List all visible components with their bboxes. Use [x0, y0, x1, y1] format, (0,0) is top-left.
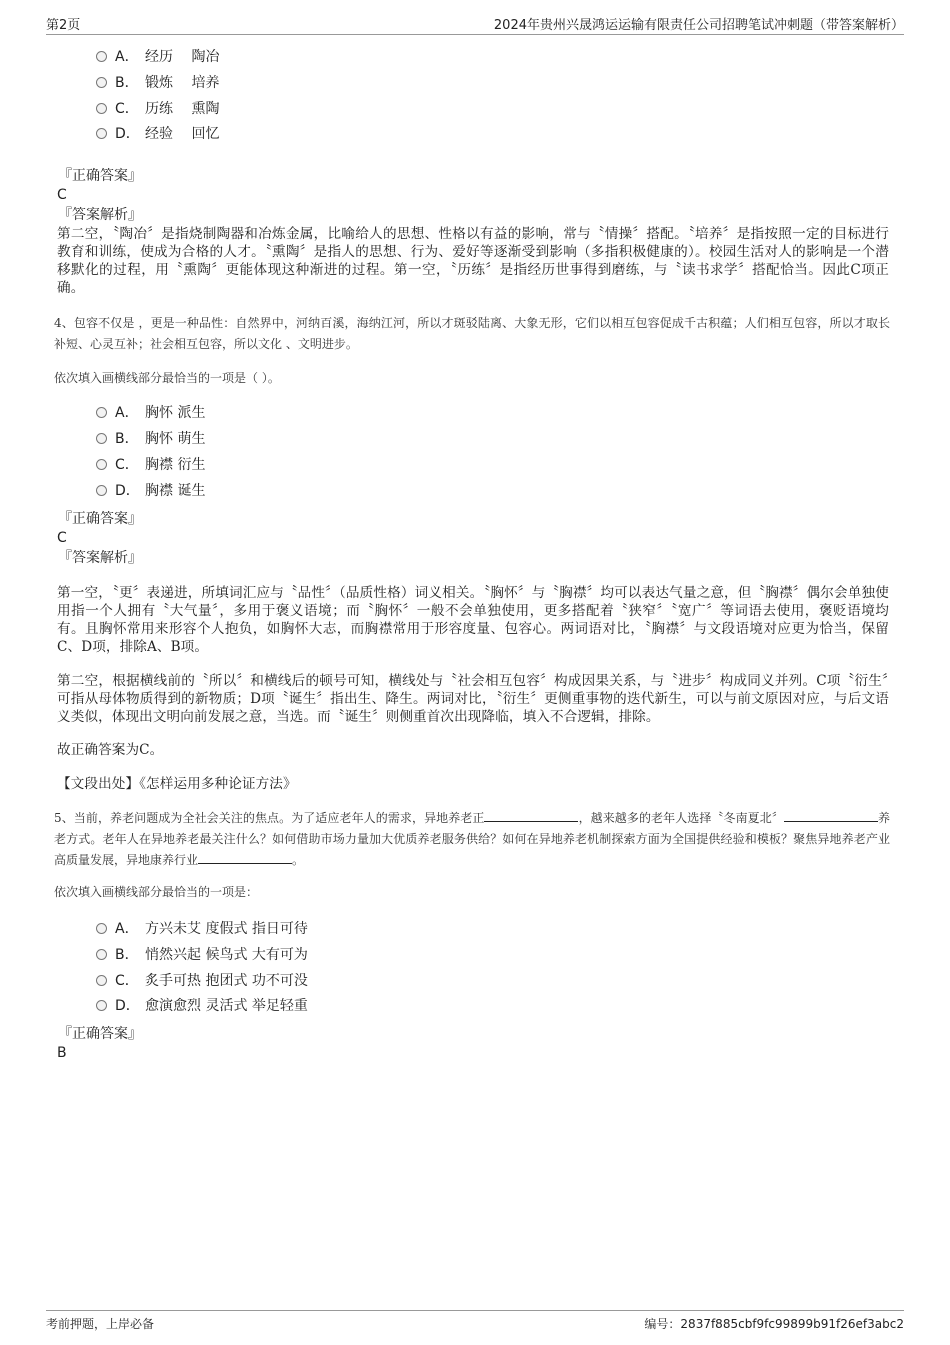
- document-code: 编号：2837f885cbf9fc99899b91f26ef3abc2: [644, 1317, 904, 1331]
- radio-icon[interactable]: [96, 51, 107, 62]
- q5-option-c[interactable]: C． 炙手可热 抱团式 功不可没: [96, 971, 308, 991]
- q5-answer-tag: 『正确答案』: [58, 1026, 142, 1042]
- radio-icon[interactable]: [96, 103, 107, 114]
- q5-blank-3: [198, 851, 292, 864]
- document-title: 2024年贵州兴晟鸿运运输有限责任公司招聘笔试冲刺题（带答案解析）: [493, 18, 904, 33]
- q4-prompt: 依次填入画横线部分最恰当的一项是（ ）。: [54, 371, 280, 385]
- q4-option-a[interactable]: A． 胸怀 派生: [96, 403, 205, 423]
- q4-answer: C: [57, 530, 67, 546]
- q4-option-b[interactable]: B． 胸怀 萌生: [96, 429, 205, 449]
- q5-option-b[interactable]: B． 悄然兴起 候鸟式 大有可为: [96, 945, 308, 965]
- radio-icon[interactable]: [96, 1000, 107, 1011]
- radio-icon[interactable]: [96, 485, 107, 496]
- q5-option-a[interactable]: A． 方兴未艾 度假式 指日可待: [96, 919, 308, 939]
- radio-icon[interactable]: [96, 949, 107, 960]
- q4-answer-tag: 『正确答案』: [58, 511, 142, 527]
- q4-analysis-conclusion: 故正确答案为C。: [57, 742, 164, 758]
- page-number: 第2页: [46, 18, 81, 33]
- q3-option-d[interactable]: D． 经验 回忆: [96, 124, 219, 144]
- radio-icon[interactable]: [96, 459, 107, 470]
- radio-icon[interactable]: [96, 923, 107, 934]
- q4-analysis-para-2: 第二空，根据横线前的〝所以〞和横线后的顿号可知，横线处与〝社会相互包容〞构成因果关系，与〝进步〞构成同义并列。C项〝衍生〞可指从母体物质得到的新物质；D项〝诞生〞指出生、降生。两词对比，〝衍生〞更侧重事物的迭代新生，可以与前文原因对应，与后文语义类似，体现出文明向前发展之意，当选。而〝诞生〞则侧重首次出现降临，填入不合逻辑，排除。: [57, 673, 889, 725]
- page-footer: [46, 1310, 904, 1339]
- q4-analysis-tag: 『答案解析』: [58, 550, 142, 566]
- q5-blank-1: [484, 809, 578, 822]
- q5-text: 5、当前，养老问题成为全社会关注的焦点。为了适应老年人的需求，异地养老正 ，越来越多的老年人选择〝冬南夏北〞 养老方式。老年人在异地养老最关注什么？如何借助市场力量加大优质养老服务供给？如何在异地养老机制探索方面为全国提供经验和模板？聚焦异地养老产业高质量发展，异地康养行业 。: [54, 811, 890, 867]
- q5-option-d[interactable]: D． 愈演愈烈 灵活式 举足轻重: [96, 996, 308, 1016]
- q4-option-c[interactable]: C． 胸襟 衍生: [96, 455, 205, 475]
- q5-answer: B: [57, 1045, 67, 1061]
- q3-analysis: 第二空，〝陶冶〞是指烧制陶器和冶炼金属，比喻给人的思想、性格以有益的影响，常与〝情操〞搭配。〝培养〞是指按照一定的目标进行教育和训练，使成为合格的人才。〝熏陶〞是指人的思想、行为、爱好等逐渐受到影响（多指积极健康的）。校园生活对人的影响是一个潜移默化的过程，用〝熏陶〞更能体现这种渐进的过程。第一空，〝历练〞是指经历世事得到磨练，与〝读书求学〞搭配恰当。因此C项正确。: [57, 226, 889, 296]
- radio-icon[interactable]: [96, 433, 107, 444]
- q4-option-d[interactable]: D． 胸襟 诞生: [96, 481, 205, 501]
- q4-source: 【文段出处】《怎样运用多种论证方法》: [57, 776, 297, 792]
- radio-icon[interactable]: [96, 407, 107, 418]
- q5-prompt: 依次填入画横线部分最恰当的一项是：: [54, 885, 259, 899]
- page-header: [46, 14, 904, 35]
- radio-icon[interactable]: [96, 128, 107, 139]
- radio-icon[interactable]: [96, 975, 107, 986]
- q5-blank-2: [784, 809, 878, 822]
- radio-icon[interactable]: [96, 77, 107, 88]
- q3-option-c[interactable]: C． 历练 熏陶: [96, 99, 219, 119]
- q3-answer-tag: 『正确答案』: [58, 168, 142, 184]
- footer-slogan: 考前押题，上岸必备: [46, 1317, 155, 1331]
- q3-answer: C: [57, 187, 67, 203]
- q3-option-a[interactable]: A． 经历 陶冶: [96, 47, 219, 67]
- q4-text: 4、包容不仅是 ，更是一种品性：自然界中，河纳百溪，海纳江河，所以才斑驳陆离、大象无形，它们以相互包容促成千古积蕴；人们相互包容，所以才取长补短、心灵互补；社会相互包容，所以文化 、文明进步。: [54, 316, 890, 351]
- q4-analysis-para-1: 第一空，〝更〞表递进，所填词汇应与〝品性〞（品质性格）词义相关。〝胸怀〞与〝胸襟〞均可以表达气量之意，但〝胸襟〞偶尔会单独使用指一个人拥有〝大气量〞，多用于褒义语境；而〝胸怀〞一般不会单独使用，更多搭配着〝狭窄〞〝宽广〞等词语去使用，褒贬语境均有。且胸怀常用来形容个人抱负，如胸怀大志，而胸襟常用于形容度量、包容心。两词语对比，〝胸襟〞与文段语境对应更为恰当，保留C、D项，排除A、B项。: [57, 585, 889, 655]
- q3-analysis-tag: 『答案解析』: [58, 207, 142, 223]
- q3-option-b[interactable]: B． 锻炼 培养: [96, 73, 219, 93]
